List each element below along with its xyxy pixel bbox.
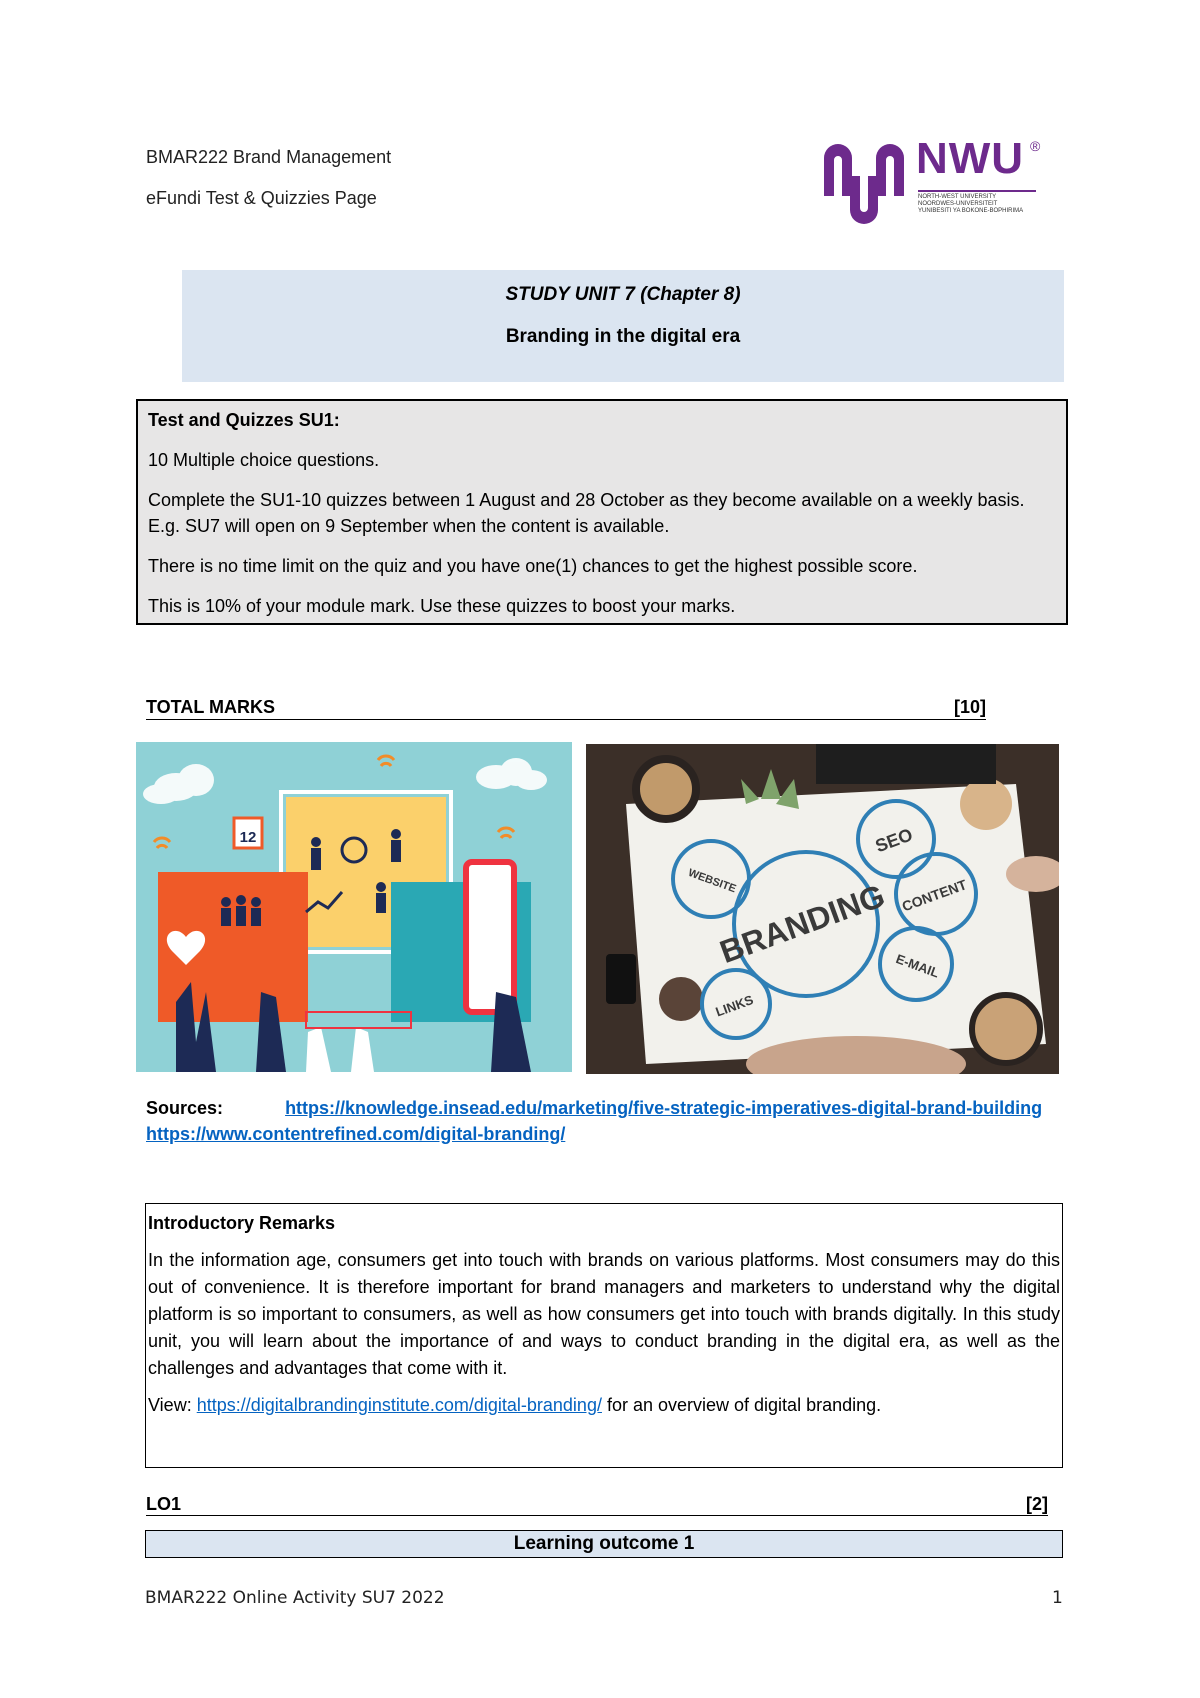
email-label: E-MAIL [893,951,942,981]
study-unit-title: STUDY UNIT 7 (Chapter 8) [505,284,741,305]
total-marks-rule [146,719,986,720]
links-label: LINKS [713,992,756,1020]
quiz-paragraph: 10 Multiple choice questions. [148,450,380,470]
quiz-heading: Test and Quizzes SU1: [148,410,340,430]
coffee-cup-icon [636,759,696,819]
intro-text: In the information age, consumers get into touch with brands on various platforms. Most consumers may do this out of convenience. It is therefore important for brand managers and marketers to understand why the digital platform is so important to consumers, as well as how consumers get into touch with brands digitally. In this study unit, you will learn about the importance of and ways to conduct branding in the digital era, as well as the challenges and advantages that come with it. [148,1250,1060,1378]
registered-icon: ® [1030,138,1041,154]
phone-icon [606,954,636,1004]
learning-outcome-box: Learning outcome 1 [145,1530,1063,1558]
quiz-info-box [136,399,1068,625]
view-suffix: for an overview of digital branding. [601,1395,882,1415]
coffee-cup-icon [972,995,1040,1063]
calendar-icon: 12 [239,829,257,846]
total-marks-value: [10] [953,697,986,717]
digital-branding-institute-link[interactable]: https://digitalbrandinginstitute.com/digital-branding/ [196,1395,602,1415]
nwu-logo [820,134,1060,230]
view-label: View: [148,1395,192,1415]
digital-branding-illustration [136,742,572,1072]
footer-title: BMAR222 Online Activity SU7 2022 [145,1588,445,1608]
coffee-cup-icon [960,778,1012,830]
study-unit-box [182,270,1064,382]
branding-photo [586,744,1059,1074]
lo1-label: LO1 [146,1494,182,1514]
page-subtitle: eFundi Test & Quizzies Page [146,188,377,208]
quiz-paragraph: There is no time limit on the quiz and you have one(1) chances to get the highest possible score. [148,556,918,576]
sources-label: Sources: [146,1098,224,1118]
sources-block [146,1095,1062,1147]
nwu-logo-text: NWU [916,134,1025,183]
content-label: CONTENT [899,876,969,915]
seo-label: SEO [872,824,916,857]
course-title: BMAR222 Brand Management [146,147,392,167]
laptop-icon [816,744,996,784]
nwu-logo-subtext: NORTH-WEST UNIVERSITY NOORDWES-UNIVERSITEIT YUNIBESITI YA BOKONE-BOPHIRIMA [918,194,1024,214]
phone-icon [466,862,514,1012]
study-unit-subtitle: Branding in the digital era [505,326,741,347]
total-marks-label: TOTAL MARKS [146,697,275,717]
intro-heading: Introductory Remarks [148,1213,336,1233]
branding-label: BRANDING [715,877,890,971]
quiz-paragraph: Complete the SU1-10 quizzes between 1 August and 28 October as they become available on a weekly basis. E.g. SU7 will open on 9 September when the content is available. [148,490,1025,536]
source-link-contentrefined[interactable]: https://www.contentrefined.com/digital-branding/ [146,1124,566,1144]
lo1-rule [146,1515,1048,1516]
intro-view-line [148,1392,1060,1419]
website-label: WEBSITE [686,866,738,896]
lo1-marks: [2] [1026,1494,1048,1514]
page-number: 1 [1052,1588,1063,1608]
intro-remarks-box [145,1203,1063,1468]
source-link-insead[interactable]: https://knowledge.insead.edu/marketing/five-strategic-imperatives-digital-brand-building [285,1098,1043,1118]
coffee-cup-icon [659,977,703,1021]
quiz-paragraph: This is 10% of your module mark. Use these quizzes to boost your marks. [148,596,736,616]
